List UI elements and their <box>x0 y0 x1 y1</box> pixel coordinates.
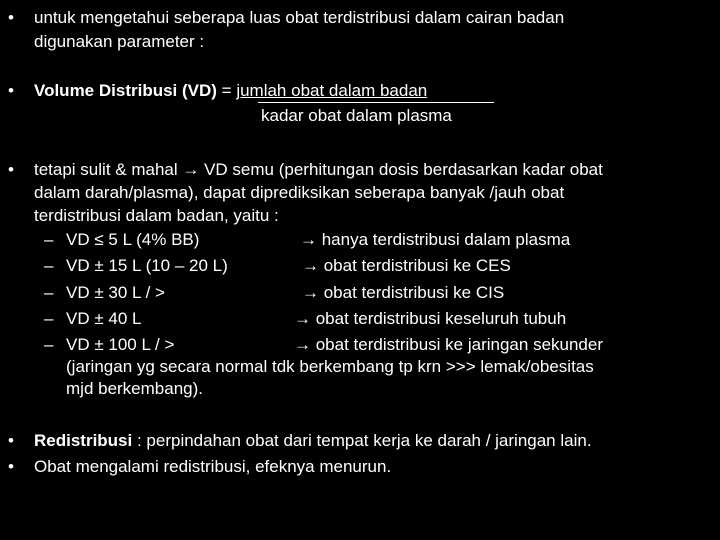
vd-formula <box>34 79 427 103</box>
dash-marker: – <box>44 283 54 302</box>
dash-marker: – <box>44 335 54 354</box>
note-line-2: mjd berkembang). <box>66 379 204 398</box>
bullet-marker: • <box>8 8 14 27</box>
vd-item-result: → obat terdistribusi ke CES <box>302 256 511 275</box>
redistribusi-term: Redistribusi <box>34 431 133 450</box>
vd-item-value: VD ± 100 L / > <box>66 335 175 354</box>
fraction-bar <box>258 102 494 103</box>
intro-line-2: digunakan parameter : <box>34 32 205 51</box>
vd-item-result: → obat terdistribusi ke CIS <box>302 283 505 302</box>
vd-item-result: → hanya terdistribusi dalam plasma <box>300 230 571 249</box>
dash-marker: – <box>44 230 54 249</box>
vd-item-value: VD ± 30 L / > <box>66 283 165 302</box>
vd-item-value: VD ± 15 L (10 – 20 L) <box>66 256 228 275</box>
redistribusi-line <box>34 429 592 453</box>
vd-item-value: VD ± 40 L <box>66 309 142 328</box>
bullet-marker: • <box>8 160 14 179</box>
redistribusi-definition: : perpindahan obat dari tempat kerja ke darah / jaringan lain. <box>132 431 592 450</box>
vd-denominator: kadar obat dalam plasma <box>261 106 452 125</box>
vd-numerator: jumlah obat dalam badan <box>236 81 428 100</box>
dash-marker: – <box>44 256 54 275</box>
note-line-1: (jaringan yg secara normal tdk berkembang tp krn >>> lemak/obesitas <box>66 357 594 376</box>
bullet-marker: • <box>8 431 14 450</box>
semu-line-3: terdistribusi dalam badan, yaitu : <box>34 206 279 225</box>
intro-line-1: untuk mengetahui seberapa luas obat terdistribusi dalam cairan badan <box>34 8 565 27</box>
semu-line-1: tetapi sulit & mahal → VD semu (perhitungan dosis berdasarkan kadar obat <box>34 160 603 179</box>
obat-redistribusi-line: Obat mengalami redistribusi, efeknya menurun. <box>34 457 392 476</box>
vd-item-value: VD ≤ 5 L (4% BB) <box>66 230 200 249</box>
vd-label: Volume Distribusi (VD) <box>34 81 217 100</box>
semu-line-2: dalam darah/plasma), dapat diprediksikan seberapa banyak /jauh obat <box>34 183 565 202</box>
vd-equals: = <box>216 81 237 100</box>
dash-marker: – <box>44 309 54 328</box>
bullet-marker: • <box>8 457 14 476</box>
bullet-marker: • <box>8 81 14 100</box>
vd-item-result: → obat terdistribusi ke jaringan sekunder <box>294 335 603 354</box>
vd-item-result: → obat terdistribusi keseluruh tubuh <box>294 309 567 328</box>
